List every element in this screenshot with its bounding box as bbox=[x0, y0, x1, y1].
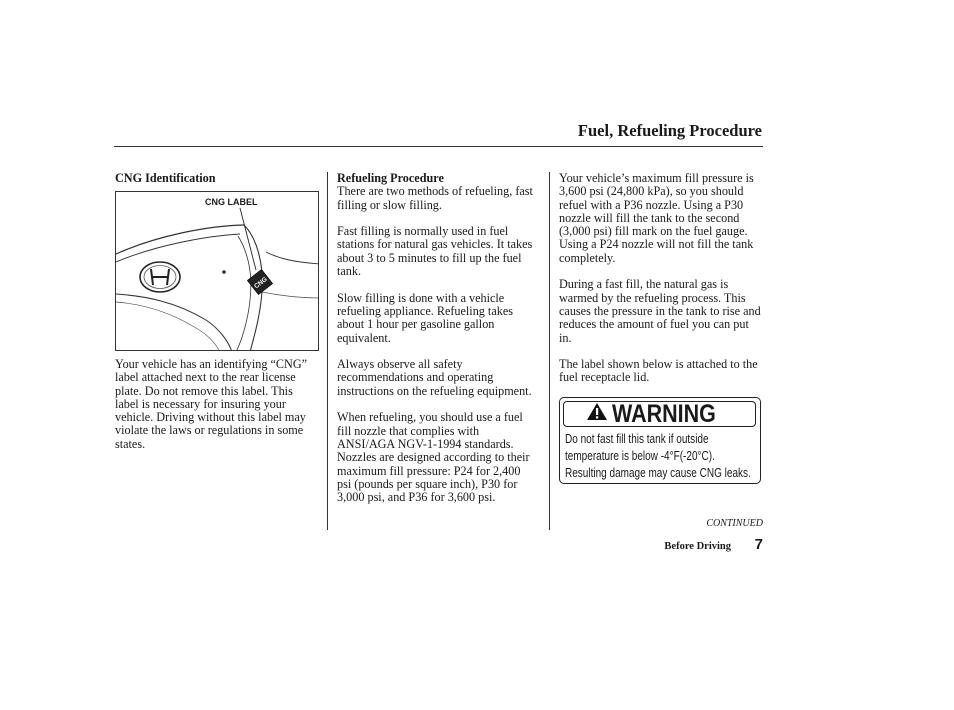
column-divider-1 bbox=[327, 172, 328, 530]
section-heading-refueling-procedure: Refueling Procedure bbox=[337, 171, 444, 185]
warning-title: WARNING bbox=[612, 400, 716, 428]
footer-section-name: Before Driving bbox=[664, 541, 731, 552]
warning-triangle-icon bbox=[586, 402, 608, 426]
warning-header bbox=[563, 401, 756, 427]
car-rear-drawing bbox=[116, 192, 319, 351]
cng-badge-text: CNG bbox=[253, 275, 269, 291]
paragraph: Fast filling is normally used in fuel stations for natural gas vehicles. It takes about 3 to 5 minutes to fill up the fuel tank. bbox=[337, 224, 533, 279]
column-divider-2 bbox=[549, 172, 550, 530]
cng-label-illustration bbox=[115, 191, 319, 351]
header-divider bbox=[114, 146, 763, 147]
paragraph: When refueling, you should use a fuel fill nozzle that complies with ANSI/AGA NGV-1-1994 standards. Nozzles are designed according to their maximum fill pressure: P24 for 2,400 psi (pounds per square inch), P30 for 3,000 psi, and P36 for 3,600 psi. bbox=[337, 410, 530, 505]
cng-identification-paragraph: Your vehicle has an identifying “CNG” label attached next to the rear license plate. Do not remove this label. This label is necessary for insuring your vehicle. Driving without this label may violate the laws or regulations in some states. bbox=[115, 357, 308, 451]
warning-text bbox=[565, 430, 751, 481]
warning-line: temperature is below -4°F(-20°C). bbox=[565, 448, 715, 463]
paragraph: Always observe all safety recommendations and operating instructions on the refueling equipment. bbox=[337, 357, 532, 398]
paragraph: Your vehicle’s maximum fill pressure is 3,600 psi (24,800 kPa), so you should refuel with a P36 nozzle. Using a P30 nozzle will fill the tank to the second (3,000 psi) fill mark on the fuel gauge. Using a P24 nozzle will not fill the tank completely. bbox=[559, 171, 754, 265]
warning-label bbox=[559, 397, 761, 484]
column-fill-pressure bbox=[559, 172, 763, 398]
page-number: 7 bbox=[754, 536, 763, 553]
column-cng-identification bbox=[115, 172, 319, 185]
figure-caption: CNG LABEL bbox=[205, 197, 258, 207]
page-title: Fuel, Refueling Procedure bbox=[577, 121, 762, 140]
paragraph: Slow filling is done with a vehicle refueling appliance. Refueling takes about 1 hour per gasoline gallon equivalent. bbox=[337, 290, 513, 345]
continued-marker: CONTINUED bbox=[706, 518, 763, 529]
section-heading-cng-identification: CNG Identification bbox=[115, 171, 216, 185]
paragraph: There are two methods of refueling, fast filling or slow filling. bbox=[337, 184, 533, 212]
warning-line: Resulting damage may cause CNG leaks. bbox=[565, 465, 751, 480]
warning-line: Do not fast fill this tank if outside bbox=[565, 431, 709, 446]
cng-paragraph-container bbox=[115, 358, 319, 464]
paragraph: The label shown below is attached to the fuel receptacle lid. bbox=[559, 357, 758, 385]
paragraph: During a fast fill, the natural gas is warmed by the refueling process. This causes the pressure in the tank to rise and reduces the amount of fuel you can put in. bbox=[559, 277, 761, 345]
column-refueling-procedure bbox=[337, 172, 537, 518]
